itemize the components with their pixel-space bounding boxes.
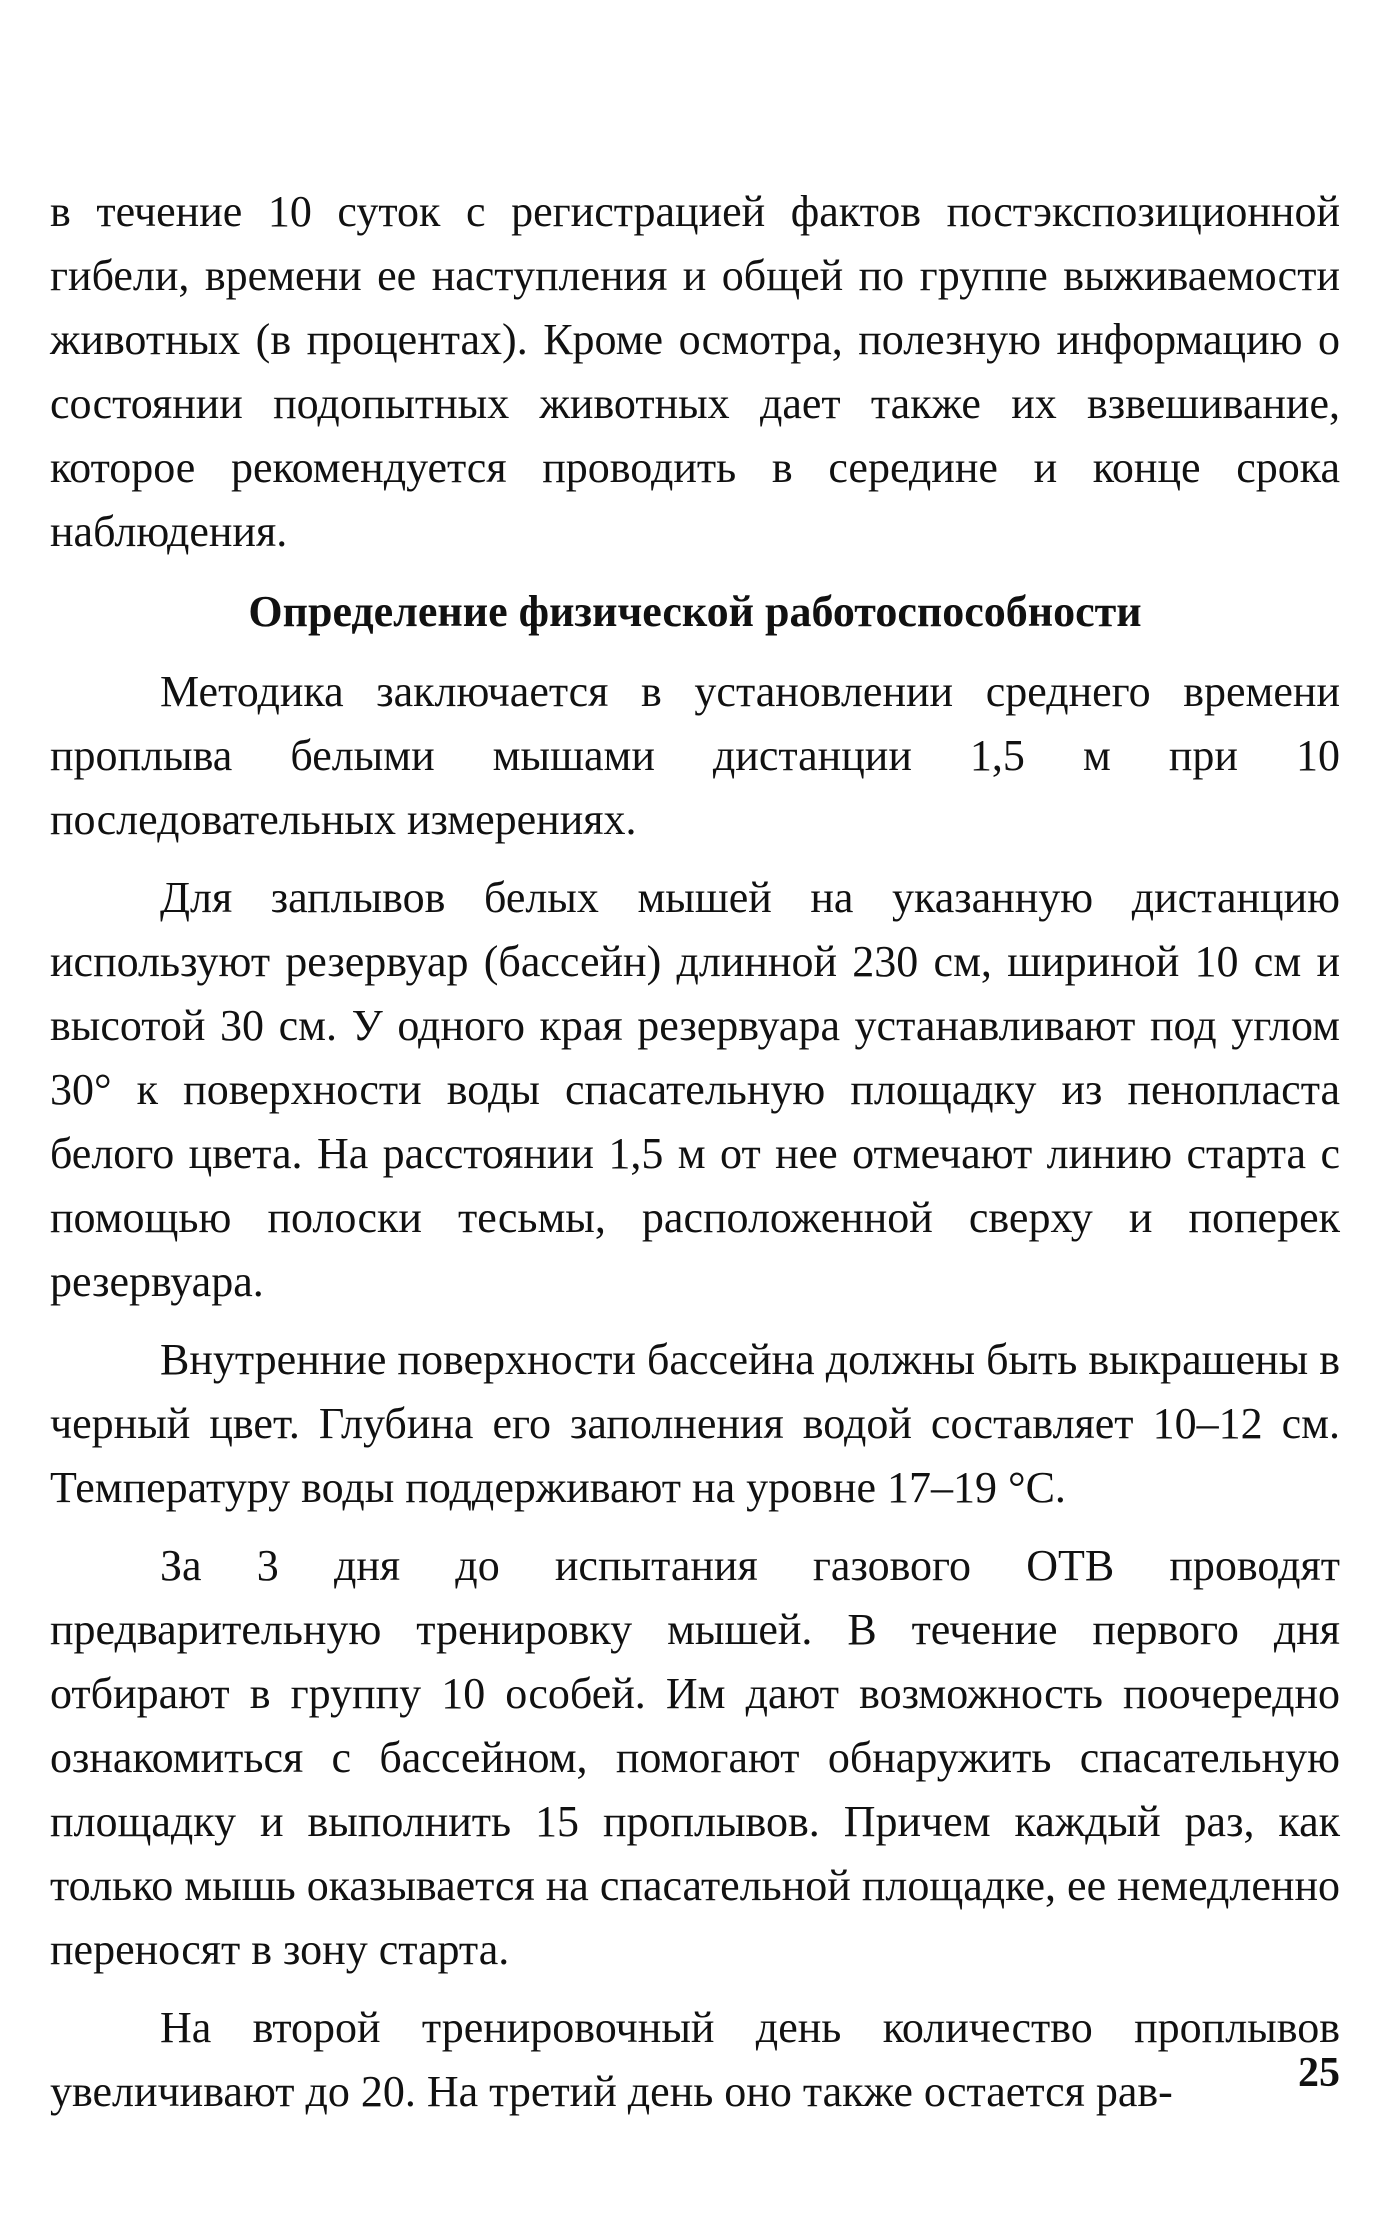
paragraph-reservoir: Для заплывов белых мышей на указанную дистанцию используют резервуар (бассейн) длинной 230 см, шириной 10 см и высотой 30 см. У одного края резервуара устанавливают под углом 30° к поверхности воды спасательную площадку из пенопласта белого цвета. На расстоянии 1,5 м от нее отмечают линию старта с помощью полоски тесьмы, расположенной сверху и поперек резервуара. [50,873,1340,1306]
paragraph-pool-surfaces: Внутренние поверхности бассейна должны быть выкрашены в черный цвет. Глубина его заполнения водой составляет 10–12 см. Температуру воды поддерживают на уровне 17–19 °С. [50,1335,1340,1512]
paragraph-intro-continuation: в течение 10 суток с регистрацией фактов постэкспозиционной гибели, времени ее наступления и общей по группе выживаемости животных (в процентах). Кроме осмотра, полезную информацию о состоянии подопытных животных дает также их взвешивание, которое рекомендуется проводить в середине и конце срока наблюдения. [50,187,1340,556]
paragraph-second-day: На второй тренировочный день количество проплывов увеличивают до 20. На третий день оно также остается рав- [50,2003,1340,2116]
paragraph-method: Методика заключается в установлении среднего времени проплыва белыми мышами дистанции 1,5 м при 10 последовательных измерениях. [50,667,1340,844]
section-heading: Определение физической работоспособности [248,587,1142,636]
paragraph-training: За 3 дня до испытания газового ОТВ проводят предварительную тренировку мышей. В течение первого дня отбирают в группу 10 особей. Им дают возможность поочередно ознакомиться с бассейном, помогают обнаружить спасательную площадку и выполнить 15 проплывов. Причем каждый раз, как только мышь оказывается на спасательной площадке, ее немедленно переносят в зону старта. [50,1541,1340,1974]
page-text [50,180,1340,2124]
page-number: 25 [1298,2050,1340,2096]
